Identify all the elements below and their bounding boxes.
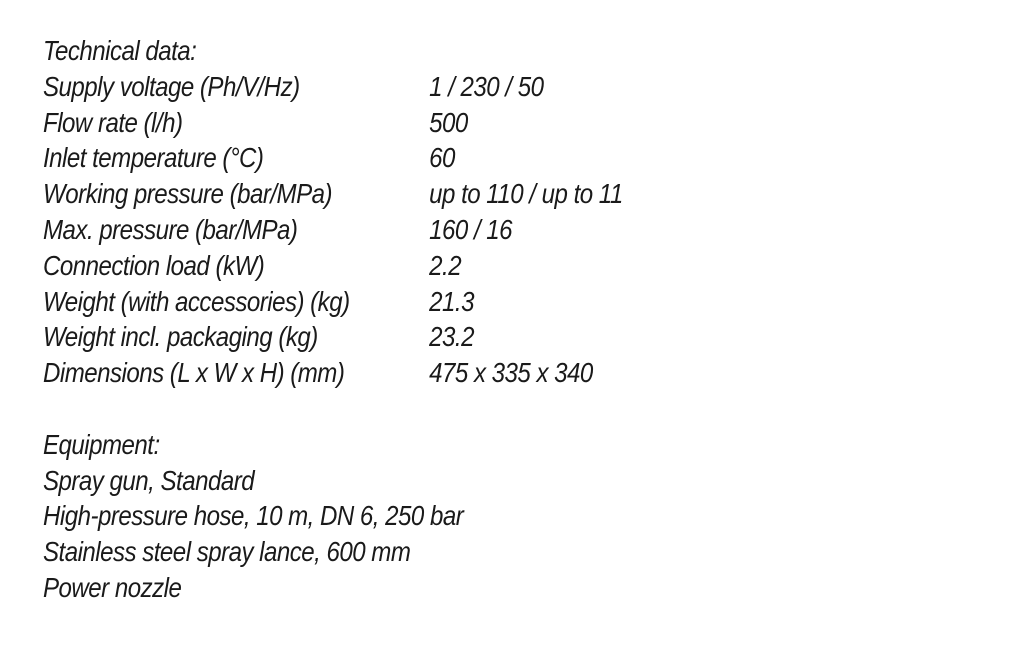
spec-value: 23.2 [429, 321, 474, 353]
spec-row [43, 140, 851, 176]
spec-value: 160 / 16 [429, 213, 513, 245]
spec-row [43, 248, 851, 284]
spec-row [43, 355, 851, 391]
spec-label: Weight incl. packaging (kg) [43, 321, 318, 353]
equipment-item: Power nozzle [43, 571, 182, 603]
spec-label: Connection load (kW) [43, 249, 265, 281]
spec-value: 60 [429, 142, 455, 174]
spec-value: 1 / 230 / 50 [429, 70, 544, 102]
spec-label: Inlet temperature (°C) [43, 142, 264, 174]
spec-label: Flow rate (l/h) [43, 106, 183, 138]
equipment-heading: Equipment: [43, 428, 160, 460]
spec-label: Dimensions (L x W x H) (mm) [43, 357, 345, 389]
spec-value: 2.2 [429, 249, 462, 281]
spec-label: Max. pressure (bar/MPa) [43, 213, 298, 245]
spec-value: 500 [429, 106, 468, 138]
equipment-item: Spray gun, Standard [43, 464, 255, 496]
spec-label: Weight (with accessories) (kg) [43, 285, 350, 317]
spec-row [43, 319, 851, 355]
spec-value: 21.3 [429, 285, 474, 317]
spec-row [43, 212, 851, 248]
spec-label: Working pressure (bar/MPa) [43, 178, 333, 210]
spec-row [43, 176, 851, 212]
spec-row [43, 69, 851, 105]
equipment-item: Stainless steel spray lance, 600 mm [43, 536, 411, 568]
section-spacer [43, 391, 851, 427]
spec-row [43, 105, 851, 141]
equipment-list [43, 463, 851, 606]
technical-data-heading: Technical data: [43, 35, 197, 66]
equipment-item: High-pressure hose, 10 m, DN 6, 250 bar [43, 500, 464, 532]
spec-label: Supply voltage (Ph/V/Hz) [43, 70, 300, 102]
spec-value: 475 x 335 x 340 [429, 357, 593, 389]
spec-document [43, 33, 851, 606]
spec-row [43, 284, 851, 320]
technical-data-table [43, 69, 851, 391]
spec-value: up to 110 / up to 11 [429, 178, 623, 210]
